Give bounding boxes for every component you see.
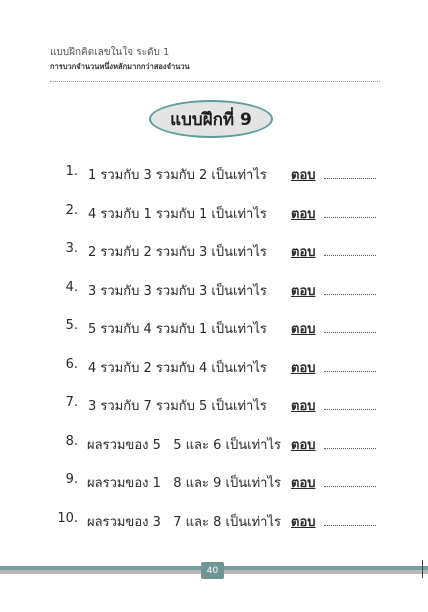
question-number: 6.: [65, 356, 78, 372]
question-text: ผลรวมของ 3 7 และ 8 เป็นเท่าไร: [87, 514, 281, 530]
page-number: 40: [206, 565, 219, 576]
answer-blank[interactable]: [324, 448, 376, 449]
header-divider: [50, 81, 380, 82]
question-number: 7.: [65, 395, 78, 410]
answer-blank[interactable]: [324, 178, 376, 179]
question-text: 5 รวมกับ 4 รวมกับ 1 เป็นเท่าไร: [88, 322, 267, 337]
question-text: 3 รวมกับ 3 รวมกับ 3 เป็นเท่าไร: [88, 283, 267, 299]
answer-blank[interactable]: [324, 255, 376, 256]
answer-blank[interactable]: [324, 525, 376, 526]
answer-label: ตอบ: [291, 206, 316, 222]
question-row: [0, 229, 428, 268]
question-row: [0, 268, 428, 307]
question-number: 2.: [65, 202, 78, 218]
exercise-title-badge: [149, 100, 273, 138]
answer-label: ตอบ: [291, 168, 316, 183]
answer-blank[interactable]: [324, 486, 376, 487]
question-text: 4 รวมกับ 2 รวมกับ 4 เป็นเท่าไร: [88, 360, 267, 376]
answer-blank[interactable]: [324, 294, 376, 295]
question-text: 4 รวมกับ 1 รวมกับ 1 เป็นเท่าไร: [88, 206, 267, 222]
answer-label: ตอบ: [291, 245, 316, 260]
answer-blank[interactable]: [324, 217, 376, 218]
question-row: [0, 152, 428, 191]
answer-label: ตอบ: [291, 322, 316, 337]
question-text: ผลรวมของ 5 5 และ 6 เป็นเท่าไร: [87, 437, 281, 453]
question-number: 3.: [65, 241, 78, 256]
footer-edge-mark: [422, 560, 423, 578]
question-number: 1.: [65, 164, 78, 179]
question-text: ผลรวมของ 1 8 และ 9 เป็นเท่าไร: [87, 476, 281, 491]
question-text: 3 รวมกับ 7 รวมกับ 5 เป็นเท่าไร: [88, 399, 267, 414]
question-number: 10.: [57, 510, 78, 526]
question-row: [0, 422, 428, 461]
question-number: 9.: [65, 472, 78, 487]
question-row: [0, 460, 428, 499]
answer-label: ตอบ: [291, 283, 316, 299]
question-text: 2 รวมกับ 2 รวมกับ 3 เป็นเท่าไร: [88, 245, 267, 260]
exercise-title: แบบฝึกที่ 9: [170, 109, 252, 130]
book-title: แบบฝึกคิดเลขในใจ ระดับ 1: [50, 47, 170, 58]
answer-blank[interactable]: [324, 371, 376, 372]
question-number: 5.: [65, 318, 78, 333]
question-row: [0, 191, 428, 230]
question-row: [0, 499, 428, 538]
chapter-subtitle: การบวกจำนวนหนึ่งหลักมากกว่าสองจำนวน: [50, 62, 190, 71]
question-row: [0, 306, 428, 345]
answer-label: ตอบ: [291, 476, 316, 491]
question-number: 4.: [65, 279, 78, 295]
question-row: [0, 345, 428, 384]
answer-label: ตอบ: [291, 399, 316, 414]
answer-label: ตอบ: [291, 437, 316, 453]
page-number-badge: [201, 562, 224, 579]
question-number: 8.: [65, 433, 78, 449]
answer-blank[interactable]: [324, 409, 376, 410]
question-list: [0, 152, 428, 537]
page-header: [50, 46, 380, 73]
answer-blank[interactable]: [324, 332, 376, 333]
answer-label: ตอบ: [291, 360, 316, 376]
answer-label: ตอบ: [291, 514, 316, 530]
question-text: 1 รวมกับ 3 รวมกับ 2 เป็นเท่าไร: [88, 168, 267, 183]
question-row: [0, 383, 428, 422]
